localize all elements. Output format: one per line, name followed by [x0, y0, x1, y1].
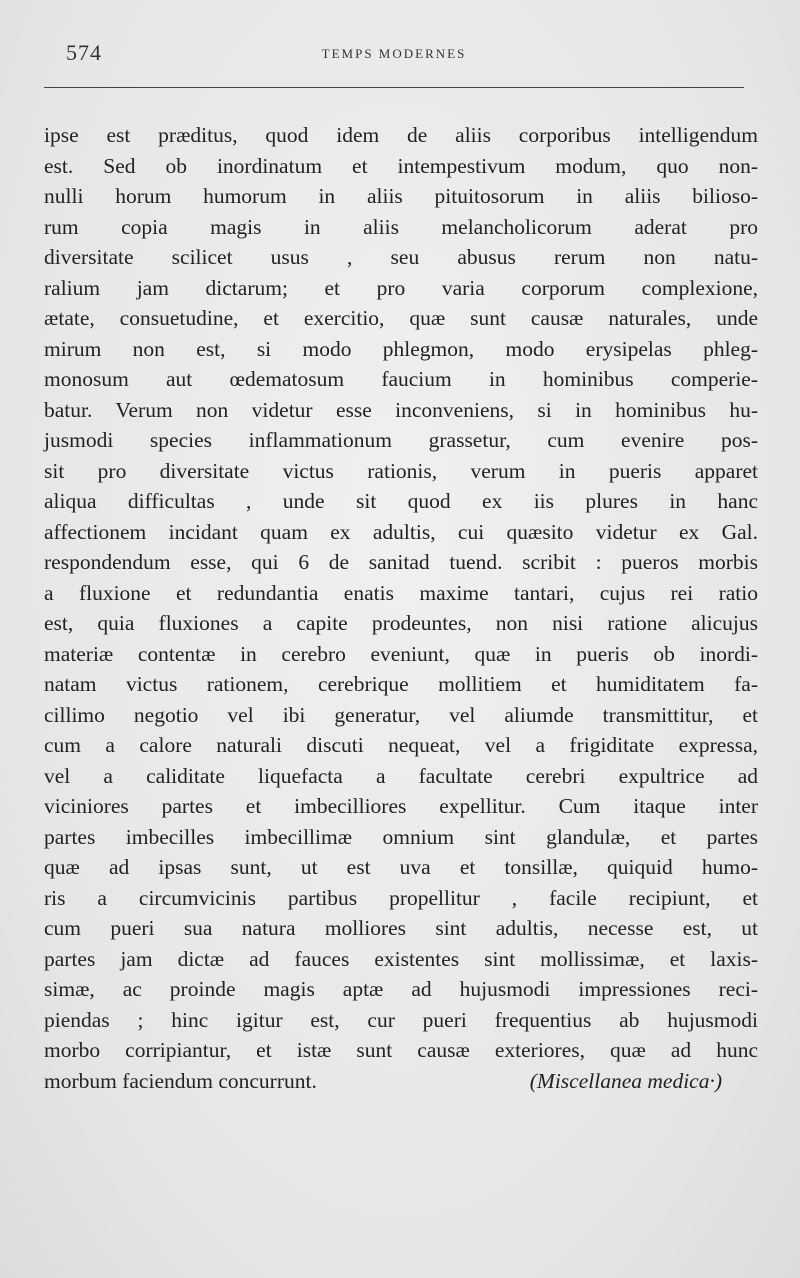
running-head: TEMPS MODERNES: [321, 46, 467, 61]
text-line: monosum aut œdematosum faucium in hominibus comperie-: [44, 367, 758, 391]
text-line: aliqua difficultas , unde sit quod ex iis plures in hanc: [44, 489, 758, 513]
text-line: vel a caliditate liquefacta a facultate cerebri expultrice ad: [44, 763, 758, 788]
text-line: partes jam dictæ ad fauces existentes sint mollissimæ, et laxis-: [44, 946, 758, 971]
text-line: batur. Verum non videtur esse inconveniens, si in hominibus hu-: [44, 397, 758, 422]
text-line: natam victus rationem, cerebrique mollitiem et humiditatem fa-: [44, 672, 758, 696]
body-text: [44, 120, 758, 1096]
page-number: 574: [66, 40, 102, 65]
text-line: ralium jam dictarum; et pro varia corporum complexione,: [44, 275, 758, 300]
header-rule: [44, 87, 744, 88]
text-line: sit pro diversitate victus rationis, verum in pueris apparet: [44, 458, 758, 483]
text-line: a fluxione et redundantia enatis maxime tantari, cujus rei ratio: [44, 580, 758, 605]
text-line: cillimo negotio vel ibi generatur, vel aliumde transmittitur, et: [44, 702, 758, 727]
text-line: ipse est præditus, quod idem de aliis corporibus intelligendum: [44, 123, 758, 147]
text-line: est. Sed ob inordinatum et intempestivum modum, quo non-: [44, 153, 758, 178]
text-line: morbo corripiantur, et istæ sunt causæ exteriores, quæ ad hunc: [44, 1038, 758, 1062]
text-line: ætate, consuetudine, et exercitio, quæ sunt causæ naturales, unde: [44, 306, 758, 330]
text-line: quæ ad ipsas sunt, ut est uva et tonsillæ, quiquid humo-: [44, 855, 758, 879]
citation: (Miscellanea medica·): [529, 1068, 722, 1093]
text-line: respondendum esse, qui 6 de sanitad tuend. scribit : pueros morbis: [44, 550, 758, 574]
final-line: [44, 1066, 758, 1097]
text-line: viciniores partes et imbecilliores expellitur. Cum itaque inter: [44, 794, 758, 818]
text-line: est, quia fluxiones a capite prodeuntes, non nisi ratione alicujus: [44, 611, 758, 635]
text-line: diversitate scilicet usus , seu abusus rerum non natu-: [44, 245, 758, 269]
text-line: affectionem incidant quam ex adultis, cui quæsito videtur ex Gal.: [44, 519, 758, 544]
text-line: nulli horum humorum in aliis pituitosorum in aliis biliosо-: [44, 184, 758, 208]
text-line: materiæ contentæ in cerebro eveniunt, quæ in pueris ob inordi-: [44, 641, 758, 666]
text-line: cum pueri sua natura molliores sint adultis, necesse est, ut: [44, 916, 758, 940]
text-line: jusmodi species inflammationum grassetur, cum evenire pos-: [44, 428, 758, 452]
text-line: partes imbecilles imbecillimæ omnium sint glandulæ, et partes: [44, 824, 758, 849]
last-text-line: morbum faciendum concurrunt.: [44, 1068, 317, 1093]
text-line: cum a calore naturali discuti nequeat, vel a frigiditate expressa,: [44, 733, 758, 757]
text-line: simæ, ac proinde magis aptæ ad hujusmodi impressiones reci-: [44, 977, 758, 1001]
text-line: mirum non est, si modo phlegmon, modo erysipelas phleg-: [44, 336, 758, 361]
text-line: ris a circumvicinis partibus propellitur , facile recipiunt, et: [44, 885, 758, 910]
page-header: [44, 38, 744, 68]
text-line: piendas ; hinc igitur est, cur pueri frequentius ab hujusmodi: [44, 1007, 758, 1032]
text-line: rum copia magis in aliis melancholicorum aderat pro: [44, 214, 758, 239]
